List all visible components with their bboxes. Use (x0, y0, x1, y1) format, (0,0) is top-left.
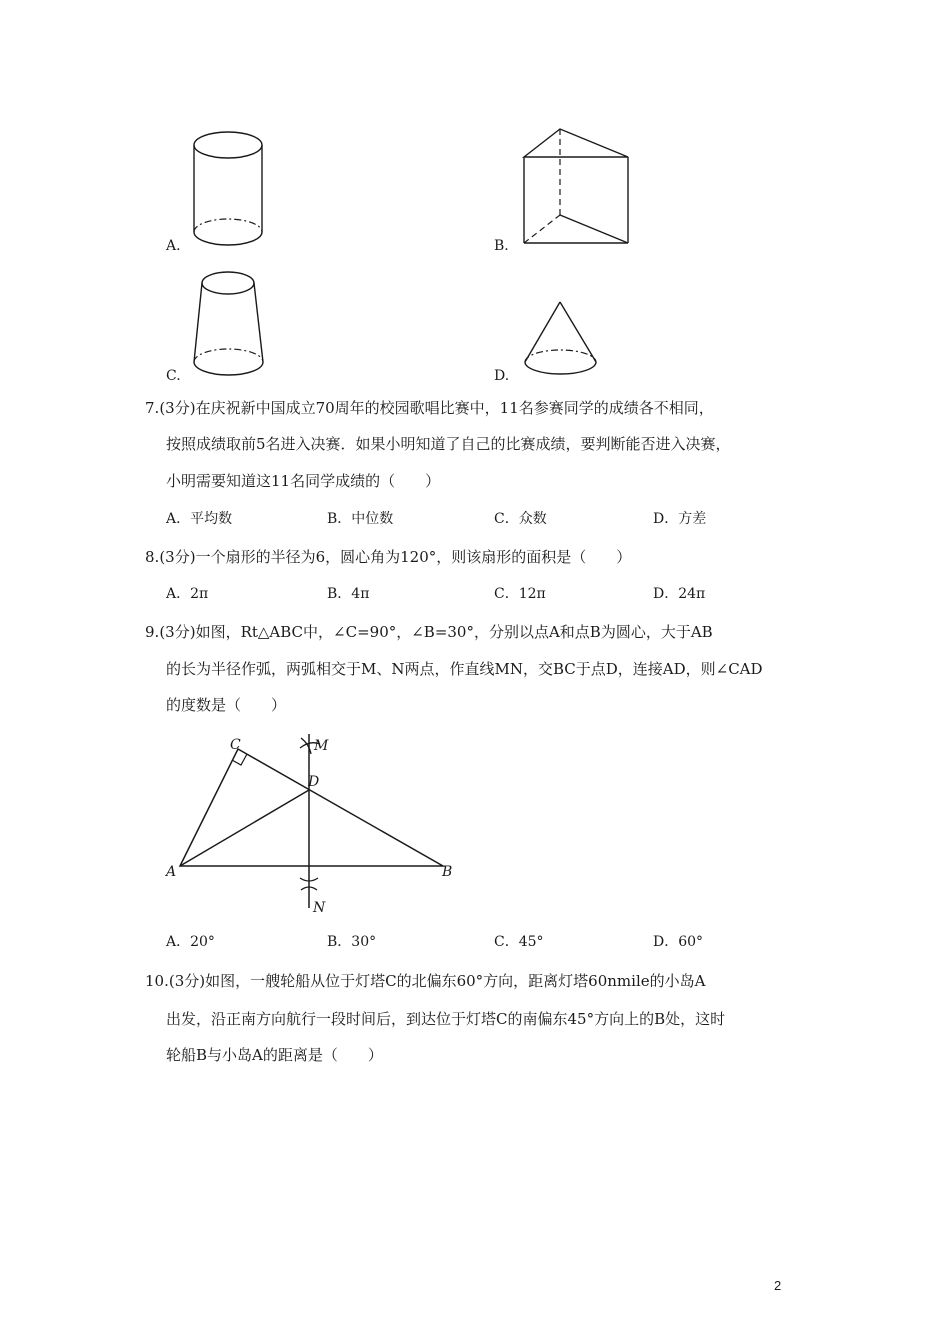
q9-score: (3分) (159, 623, 196, 641)
q10-question (145, 971, 705, 991)
label-n: N (313, 900, 326, 916)
label-b: B (442, 864, 453, 880)
q10-line3: 轮船B与小岛A的距离是（ ） (166, 1046, 383, 1064)
q7-line2: 按照成绩取前5名进入决赛．如果小明知道了自己的比赛成绩，要判断能否进入决赛， (166, 435, 731, 453)
triangle-abc (180, 749, 443, 866)
label-c: C (230, 737, 241, 753)
q7-option-d: D．方差 (653, 511, 707, 527)
q6-option-d-label: D. (494, 368, 510, 384)
q8-option-a: A．2π (166, 586, 209, 602)
q7-option-c: C．众数 (494, 511, 547, 527)
label-a: A (166, 864, 177, 880)
frustum-figure (190, 268, 270, 384)
q10-number: 10. (145, 972, 169, 990)
q9-option-d: D．60° (653, 934, 704, 950)
label-d: D (308, 774, 320, 790)
label-m: M (314, 738, 329, 754)
q7-line1: 在庆祝新中国成立70周年的校园歌唱比赛中，11名参赛同学的成绩各不相同， (195, 399, 714, 417)
q9-line1: 如图，Rt△ABC中，∠C=90°，∠B=30°，分别以点A和点B为圆心，大于AB (195, 623, 713, 641)
q6-option-a-label: A. (166, 238, 181, 254)
cone-figure (520, 298, 600, 384)
q7-number: 7. (145, 399, 160, 417)
q7-score: (3分) (159, 399, 196, 417)
q9-triangle-figure (160, 732, 470, 917)
q7-option-b: B．中位数 (327, 511, 394, 527)
q9-line3: 的度数是（ ） (166, 696, 287, 714)
q8-line1: 一个扇形的半径为6，圆心角为120°，则该扇形的面积是（ ） (195, 548, 632, 566)
q10-line1: 如图，一艘轮船从位于灯塔C的北偏东60°方向，距离灯塔60nmile的小岛A (205, 972, 706, 990)
q8-option-c: C．12π (494, 586, 546, 602)
q10-score: (3分) (168, 972, 206, 990)
q6-option-b-label: B. (494, 238, 509, 254)
q9-number: 9. (145, 623, 160, 641)
q10-line2: 出发，沿正南方向航行一段时间后，到达位于灯塔C的南偏东45°方向上的B处，这时 (166, 1010, 726, 1028)
q8-option-b: B．4π (327, 586, 370, 602)
cylinder-figure (190, 128, 270, 250)
q8-question (145, 547, 631, 567)
q8-score: (3分) (159, 548, 196, 566)
q7-question (145, 398, 714, 418)
q9-option-b: B．30° (327, 934, 377, 950)
q9-option-c: C．45° (494, 934, 544, 950)
q9-line2: 的长为半径作弧，两弧相交于M、N两点，作直线MN，交BC于点D，连接AD，则∠CAD (166, 660, 763, 678)
q7-option-a: A．平均数 (166, 511, 233, 527)
q6-option-c-label: C. (166, 368, 181, 384)
q7-line3: 小明需要知道这11名同学成绩的（ ） (166, 472, 441, 490)
page-number: 2 (774, 1278, 782, 1293)
q8-number: 8. (145, 548, 160, 566)
q8-option-d: D．24π (653, 586, 706, 602)
q9-option-a: A．20° (166, 934, 215, 950)
triangular-prism-figure (518, 125, 633, 250)
q9-question (145, 622, 713, 642)
